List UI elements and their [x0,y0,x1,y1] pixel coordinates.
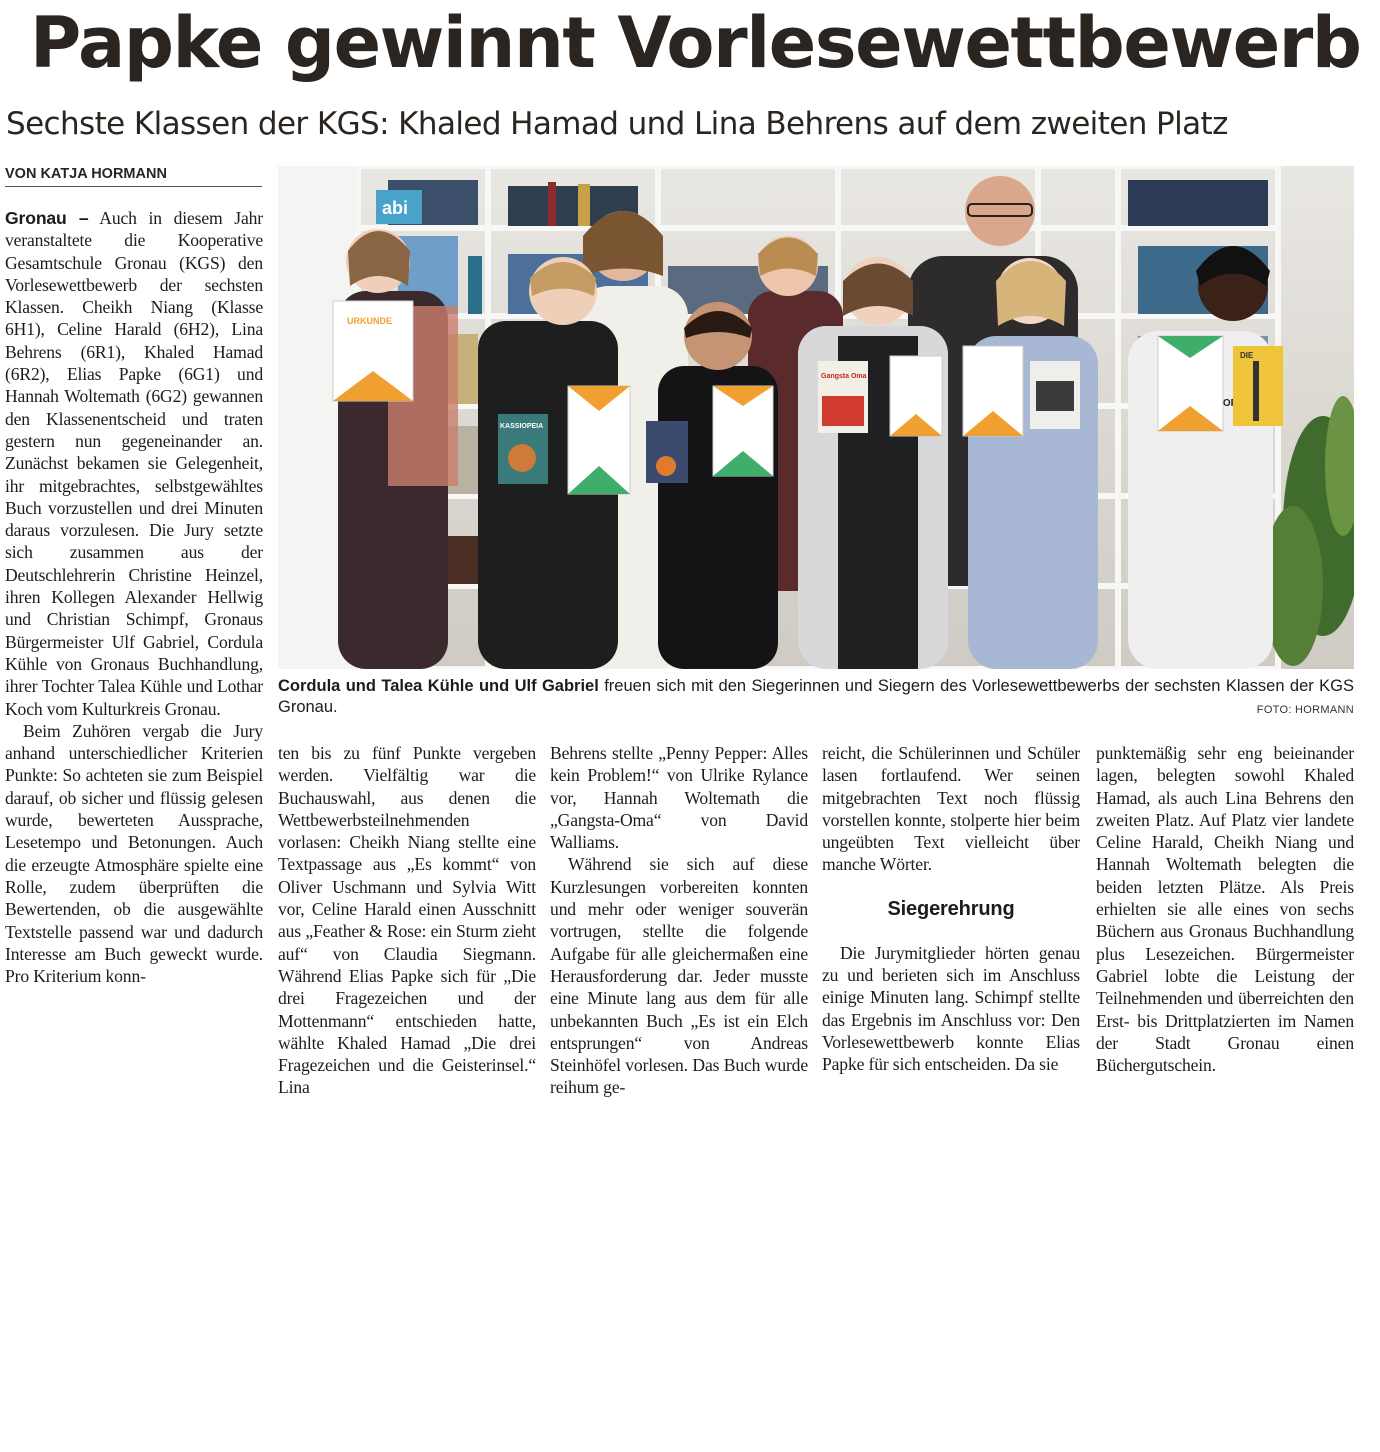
article-photo [278,166,1354,669]
certificate-title: URKUNDE [347,316,392,326]
paragraph-3: Während sie sich auf diese Kurzlesungen vorbereiten konnten und mehr oder weniger souverän vortrugen, stellte die folgende Aufgabe für alle gleichermaßen eine Herausforderung dar. Jeder musste eine Minute lang aus dem für alle unbekannten Buch „Es ist ein Elch entsprungen“ von Andreas Steinhöfel vorlesen. Das Buch wurde reihum ge- [550,854,808,1098]
caption-text: freuen sich mit den Siegerinnen und Siegern des Vorlesewettbewerbs der sechsten Klassen der KGS Gronau. [278,677,1354,716]
paragraph-2-continued: ten bis zu fünf Punkte vergeben werden. Vielfältig war die Buchauswahl, aus denen die Wettbewerbsteilnehmenden vorlasen: Cheikh Niang stellte eine Textpassage aus „Es kommt“ von Oliver Uschmann und Sylvia Witt vor, Celine Harald einen Ausschnitt aus „Feather & Rose: ein Sturm zieht auf“ von Claudia Siegmann. Während Elias Papke sich für „Die drei Fragezeichen und der Mottenmann“ entschieden hatte, wählte Khaled Hamad „Die drei Fragezeichen und die Geisterinsel.“ Lina [278,743,536,1098]
certificate [963,346,1023,436]
book-kassiopeia [498,414,548,484]
abi-label: abi [382,198,409,218]
abi-book [376,190,422,224]
paragraph-4: Die Jurymitglieder hörten genau zu und berieten sich im Anschluss einige Minuten lang. Schimpf stellte das Ergebnis im Anschluss vor: Den Vorlesewettbewerb konnte Elias Papke für sich entscheiden. Da sie [822,942,1080,1075]
book [1030,361,1080,429]
book-label: DIE [1240,351,1254,360]
certificate [1158,336,1223,431]
paragraph-3-continued: reicht, die Schülerinnen und Schüler lasen fortlaufend. Wer seinen mitgebrachten Text noch flüssig vorstellen konnte, stolperte hier beim ungeübten Text vielleicht über manche Wörter. [822,743,1080,875]
lead-paragraph [5,207,263,720]
dateline: Gronau – [5,208,89,228]
paragraph-1: Auch in diesem Jahr veranstaltete die Kooperative Gesamtschule Gronau (KGS) den Vorlesewettbewerb der sechsten Klassen. Cheikh Niang (Klasse 6H1), Celine Harald (6H2), Lina Behrens (6R1), Khaled Hamad (6R2), Elias Papke (6G1) und Hannah Woltemath (6G2) gewannen den Klassenentscheid und traten gestern nun gegeneinander an. Zunächst bekamen sie Gelegenheit, ihr mitgebrachtes, selbstgewähltes Buch vorzustellen und drei Minuten daraus vorzulesen. Die Jury setzte sich zusammen aus der Deutschlehrerin Christine Heinzel, ihren Kollegen Alexander Hellwig und Christian Schimpf, Gronaus Bürgermeister Ulf Gabriel, Cordula Kühle von Gronaus Buchhandlung, ihrer Tochter Talea Kühle und Lothar Koch vom Kulturkreis Gronau. [5,208,264,719]
paragraph-2-end: Behrens stellte „Penny Pepper: Alles kein Problem!“ von Ulrike Rylance vor, Hannah Woltemath die „Gangsta-Oma“ von David Walliams. [550,743,808,853]
book-label: Gangsta Oma [821,373,867,380]
book-label: KASSIOPEIA [500,423,544,430]
certificate [333,301,413,401]
caption-names: Cordula und Talea Kühle und Ulf Gabriel [278,677,599,695]
text-column-2 [278,742,536,1099]
photo-illustration [278,166,1354,669]
book-gangsta-oma [818,361,868,433]
text-column-5 [1096,742,1354,1076]
book [646,421,688,483]
paragraph-2: Beim Zuhören vergab die Jury anhand unterschiedlicher Kriterien Punkte: So achteten sie zum Beispiel darauf, ob sicher und flüssig gelesen wurde, bewerteten Aussprache, Lesetempo und Betonungen. Auch die erzeugte Atmosphäre spielte eine Rolle, zudem überprüften die Bewertenden, ob die ausgewählte Textstelle passend war und dadurch Interesse am Buch geweckt wurde. Pro Kriterium konn- [5,720,263,987]
subheadline: Sechste Klassen der KGS: Khaled Hamad und Lina Behrens auf dem zweiten Platz [6,106,1228,142]
certificate [890,356,942,436]
section-subheading: Siegerehrung [887,897,1015,920]
text-column-4 [822,742,1080,1076]
headline: Papke gewinnt Vorlesewettbewerb [30,2,1361,84]
shirt-text: STOP [1210,398,1238,409]
text-column-1 [5,207,263,987]
certificate [713,386,773,476]
byline: VON KATJA HORMANN [5,164,262,187]
photo-credit: FOTO: HORMANN [1256,704,1354,716]
text-column-3 [550,742,808,1099]
paragraph-4-continued: punktemäßig sehr eng beieinander lagen, belegten sowohl Khaled Hamad, als auch Lina Behrens den zweiten Platz. Auf Platz vier landete Celine Harald, Cheikh Niang und Hannah Woltemath belegten die beiden letzten Plätze. Als Preis erhielten sie alle eines von sechs Büchern aus Gronaus Buchhandlung plus Lesezeichen. Bürgermeister Gabriel lobte die Leistung der Teilnehmenden und überreichten den Erst- bis Drittplatzierten im Namen der Stadt Gronau einen Büchergutschein. [1096,743,1354,1076]
certificate [568,386,630,494]
book [1233,346,1283,426]
